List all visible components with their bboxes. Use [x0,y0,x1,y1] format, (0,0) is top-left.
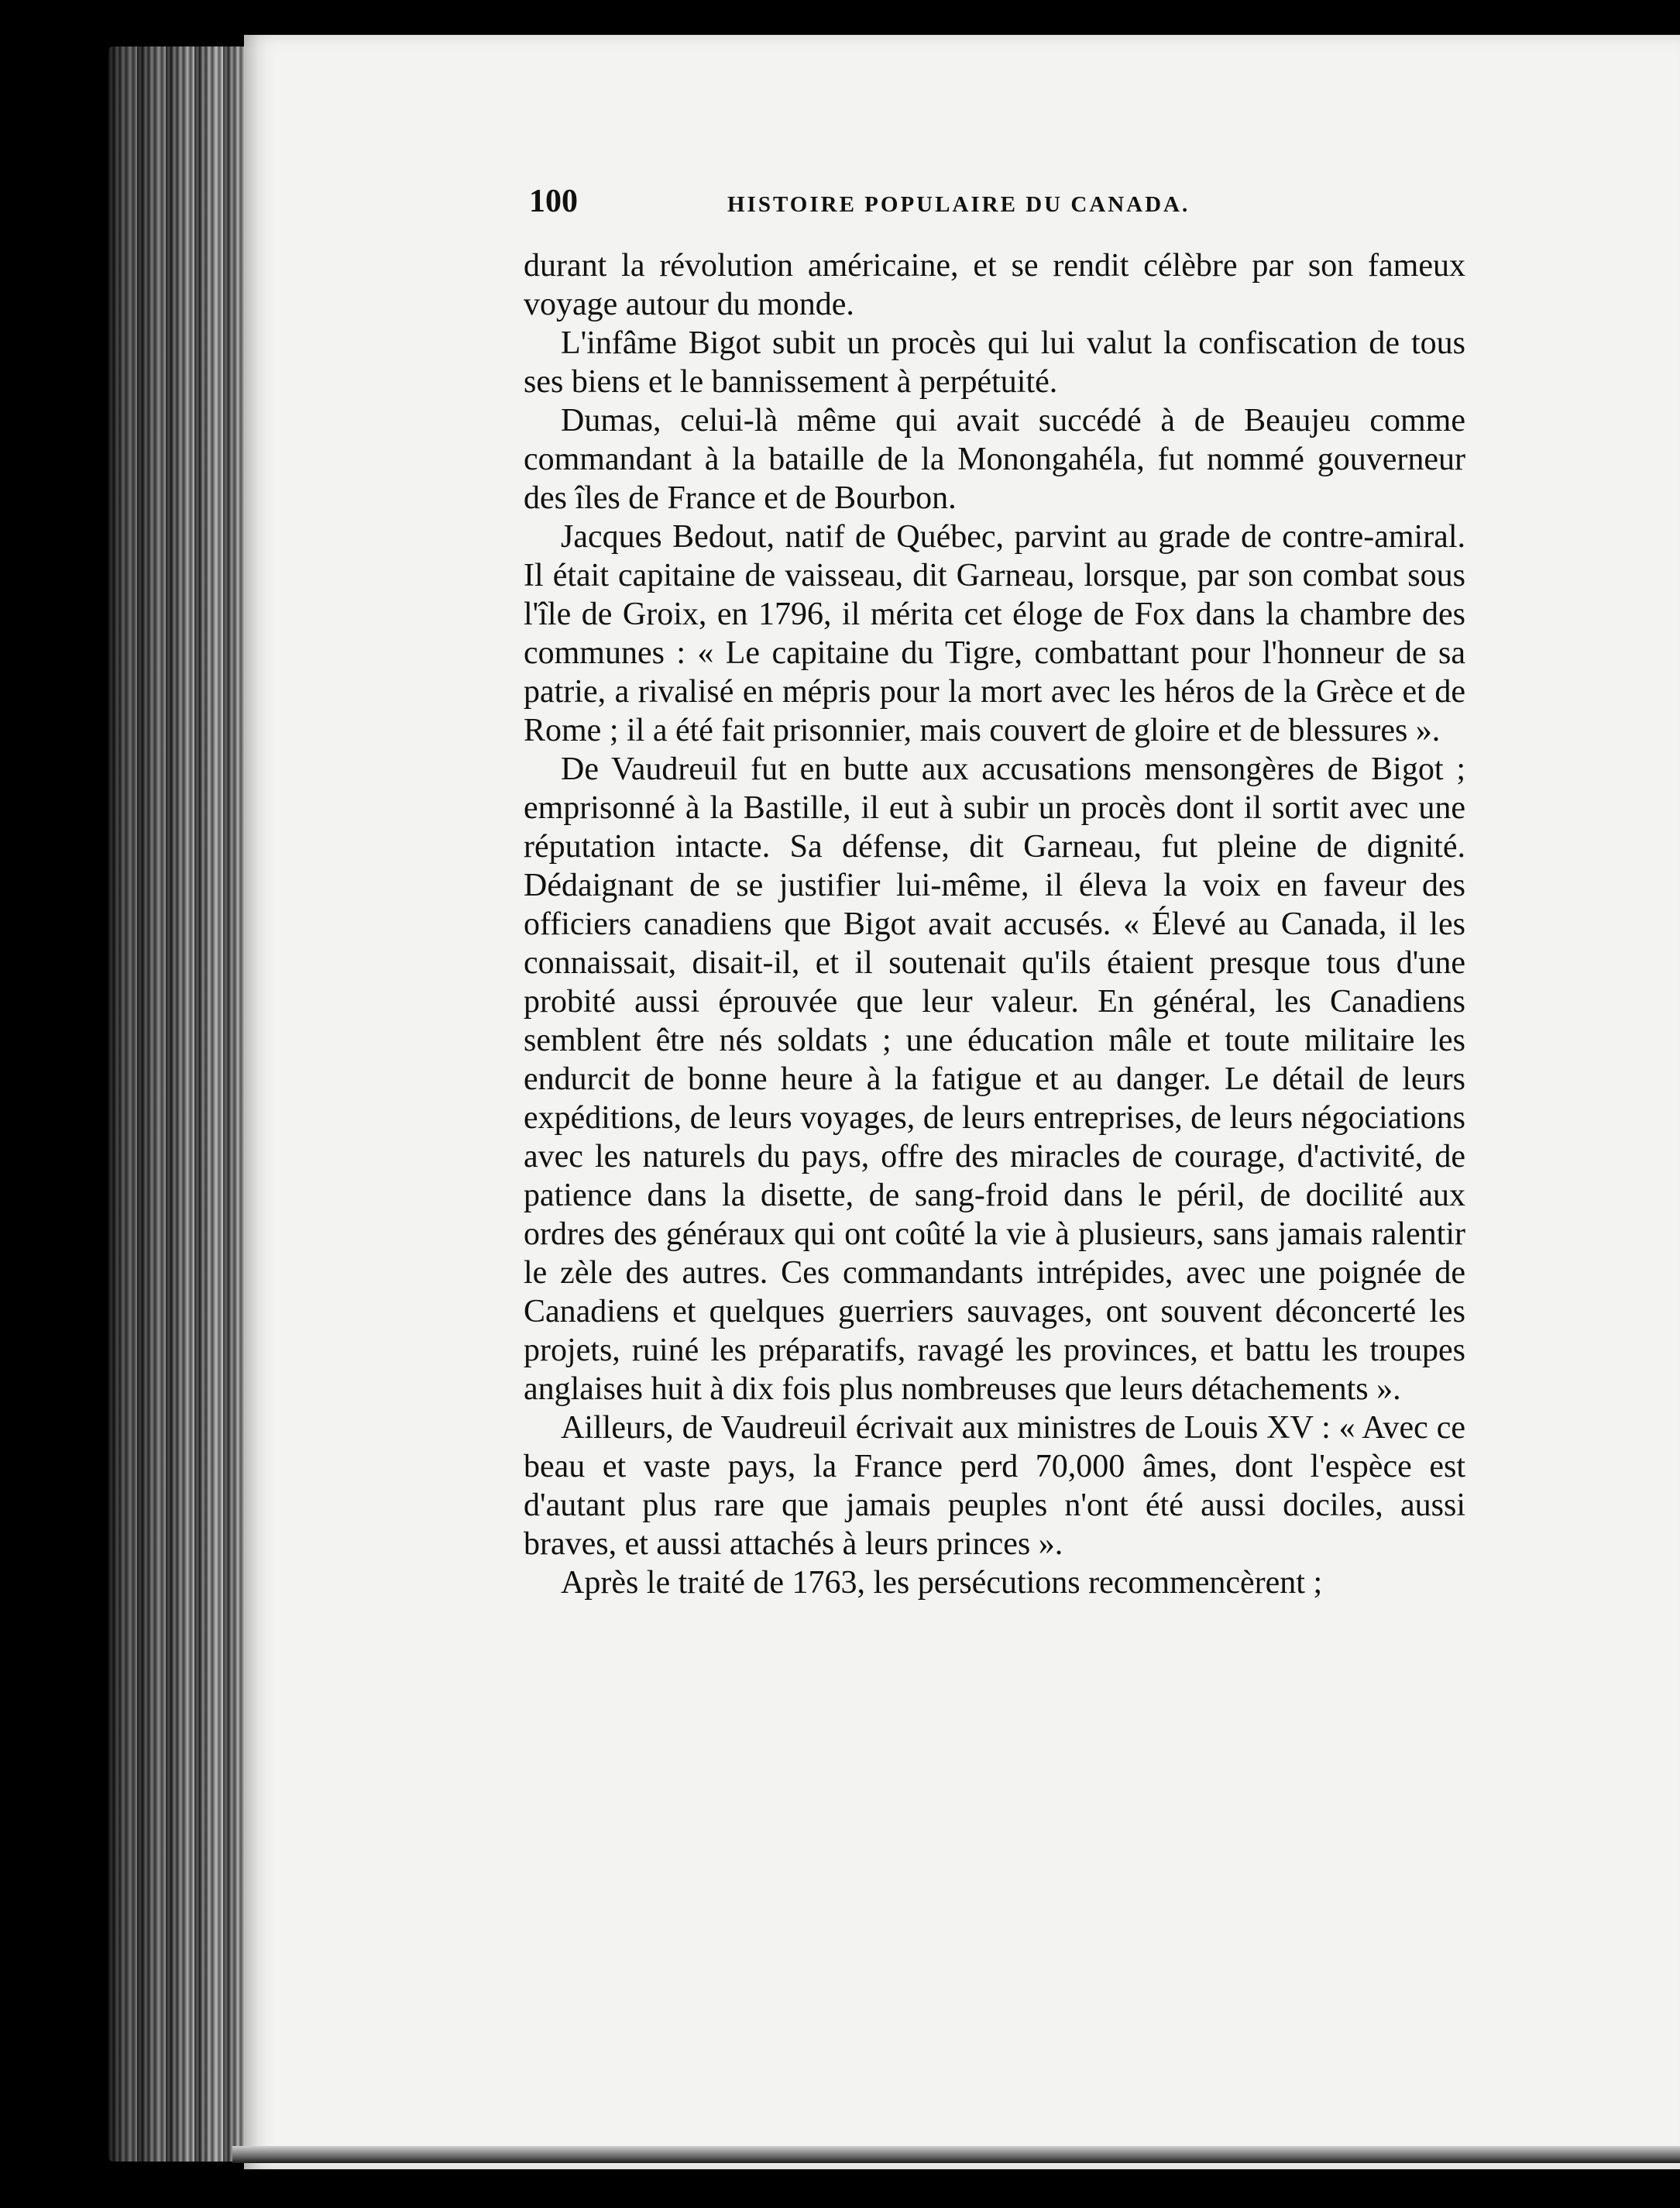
paragraph-7: Après le traité de 1763, les persécutions recommencèrent ; [561,1565,1323,1601]
book-page-edges [108,46,263,2162]
body-text [524,246,1465,1602]
paragraph-6: Ailleurs, de Vaudreuil écrivait aux ministres de Louis XV : « Avec ce beau et vaste pays, la France perd 70,000 âmes, dont l'espèce est d'autant plus rare que jamais peuples n'ont été aussi dociles, aussi braves, et aussi attachés à leurs princes ». [524,1410,1465,1562]
page-number: 100 [529,184,578,219]
paragraph-1: durant la révolution américaine, et se rendit célèbre par son fameux voyage autour du monde. [524,248,1465,322]
page-header [529,183,1474,229]
running-title: HISTOIRE POPULAIRE DU CANADA. [727,192,1190,217]
paragraph-5: De Vaudreuil fut en butte aux accusations mensongères de Bigot ; emprisonné à la Bastille, il eut à subir un procès dont il sortit avec une réputation intacte. Sa défense, dit Garneau, fut pleine de dignité. Dédaignant de se justifier lui-même, il éleva la voix en faveur des officiers canadiens que Bigot avait accusés. « Élevé au Canada, il les connaissait, disait-il, et il soutenait qu'ils étaient presque tous d'une probité aussi éprouvée que leur valeur. En général, les Canadiens semblent être nés soldats ; une éducation mâle et toute militaire les endurcit de bonne heure à la fatigue et au danger. Le détail de leurs expéditions, de leurs voyages, de leurs entreprises, de leurs négociations avec les naturels du pays, offre des miracles de courage, d'activité, de patience dans la disette, de sang-froid dans le péril, de docilité aux ordres des généraux qui ont coûté la vie à plusieurs, sans jamais ralentir le zèle des autres. Ces commandants intrépides, avec une poignée de Canadiens et quelques guerriers sauvages, ont souvent déconcerté les projets, ruiné les préparatifs, ravagé les provinces, et battu les troupes anglaises huit à dix fois plus nombreuses que leurs détachements ». [524,751,1465,1407]
book-bottom-edge [232,2146,1680,2163]
paragraph-2: L'infâme Bigot subit un procès qui lui valut la confiscation de tous ses biens et le bannissement à perpétuité. [524,325,1465,400]
paragraph-4: Jacques Bedout, natif de Québec, parvint au grade de contre-amiral. Il était capitaine de vaisseau, dit Garneau, lorsque, par son combat sous l'île de Groix, en 1796, il mérita cet éloge de Fox dans la chambre des communes : « Le capitaine du Tigre, combattant pour l'honneur de sa patrie, a rivalisé en mépris pour la mort avec les héros de la Grèce et de Rome ; il a été fait prisonnier, mais couvert de gloire et de blessures ». [524,519,1465,748]
paragraph-3: Dumas, celui-là même qui avait succédé à de Beaujeu comme commandant à la bataille de la Monongahéla, fut nommé gouverneur des îles de France et de Bourbon. [524,403,1465,516]
